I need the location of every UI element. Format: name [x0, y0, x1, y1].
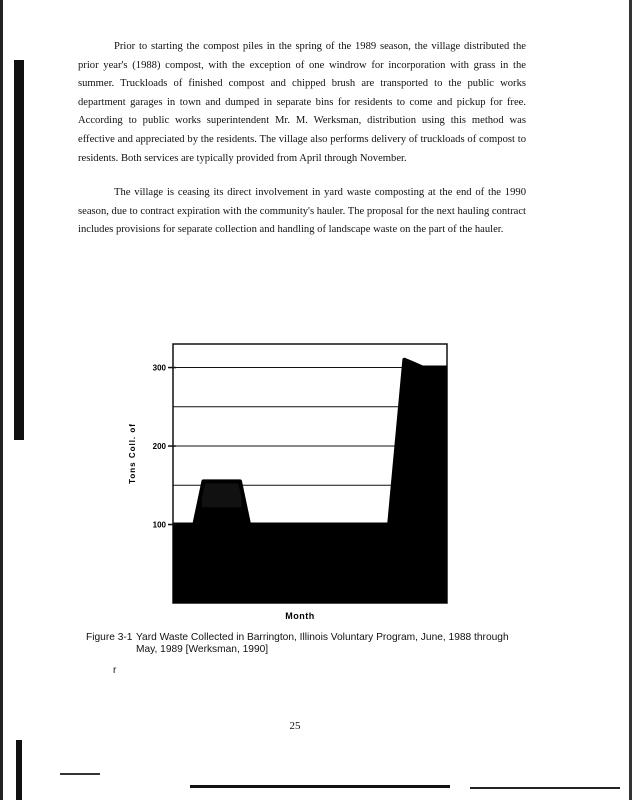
- x-axis-label: Month: [285, 611, 315, 621]
- scan-edge-left-shadow-lower: [16, 740, 22, 800]
- y-tick-label: 100: [152, 520, 166, 530]
- yard-waste-chart: [115, 336, 460, 628]
- y-tick-label: 200: [152, 442, 166, 452]
- chart-svg: [115, 336, 460, 628]
- body-paragraph-1: [78, 38, 526, 168]
- figure-caption-text: Yard Waste Collected in Barrington, Illinois Voluntary Program, June, 1988 through May, 1989 [Werksman, 1990]: [136, 632, 509, 655]
- scan-edge-bottom-right: [470, 787, 620, 789]
- scan-edge-left-shadow: [14, 60, 24, 440]
- paragraph-text: Prior to starting the compost piles in the spring of the 1989 season, the village distributed the prior year's (1988) compost, with the exception of one windrow for incorporation with grass in the summer. Truckloads of finished compost and chipped brush are transported to the public works department garages in town and dumped in separate bins for residents to come and pickup for free. According to public works superintendent Mr. M. Werksman, distribution using this method was effective and appreciated by the residents. The village also performs delivery of truckloads of compost to residents. Both services are typically provided from April through November.: [78, 41, 526, 164]
- scan-edge-bottom: [190, 785, 450, 788]
- y-tick-label: 300: [152, 363, 166, 373]
- body-paragraph-2: [78, 184, 526, 240]
- scan-edge-bottom-left: [60, 773, 100, 775]
- page-number: 25: [289, 720, 301, 732]
- y-axis-label: Tons Coll. of: [128, 423, 137, 484]
- scan-edge-right: [629, 0, 632, 800]
- paragraph-text: The village is ceasing its direct involvement in yard waste composting at the end of the 1990 season, due to contract expiration with the community's hauler. The proposal for the next hauling contract includes provisions for separate collection and handling of landscape waste on the part of the hauler.: [78, 187, 526, 236]
- figure-label: Figure 3-1: [86, 632, 133, 643]
- series-peak-block: [202, 481, 242, 507]
- stray-mark: r: [113, 665, 117, 676]
- scan-edge-left: [0, 0, 3, 800]
